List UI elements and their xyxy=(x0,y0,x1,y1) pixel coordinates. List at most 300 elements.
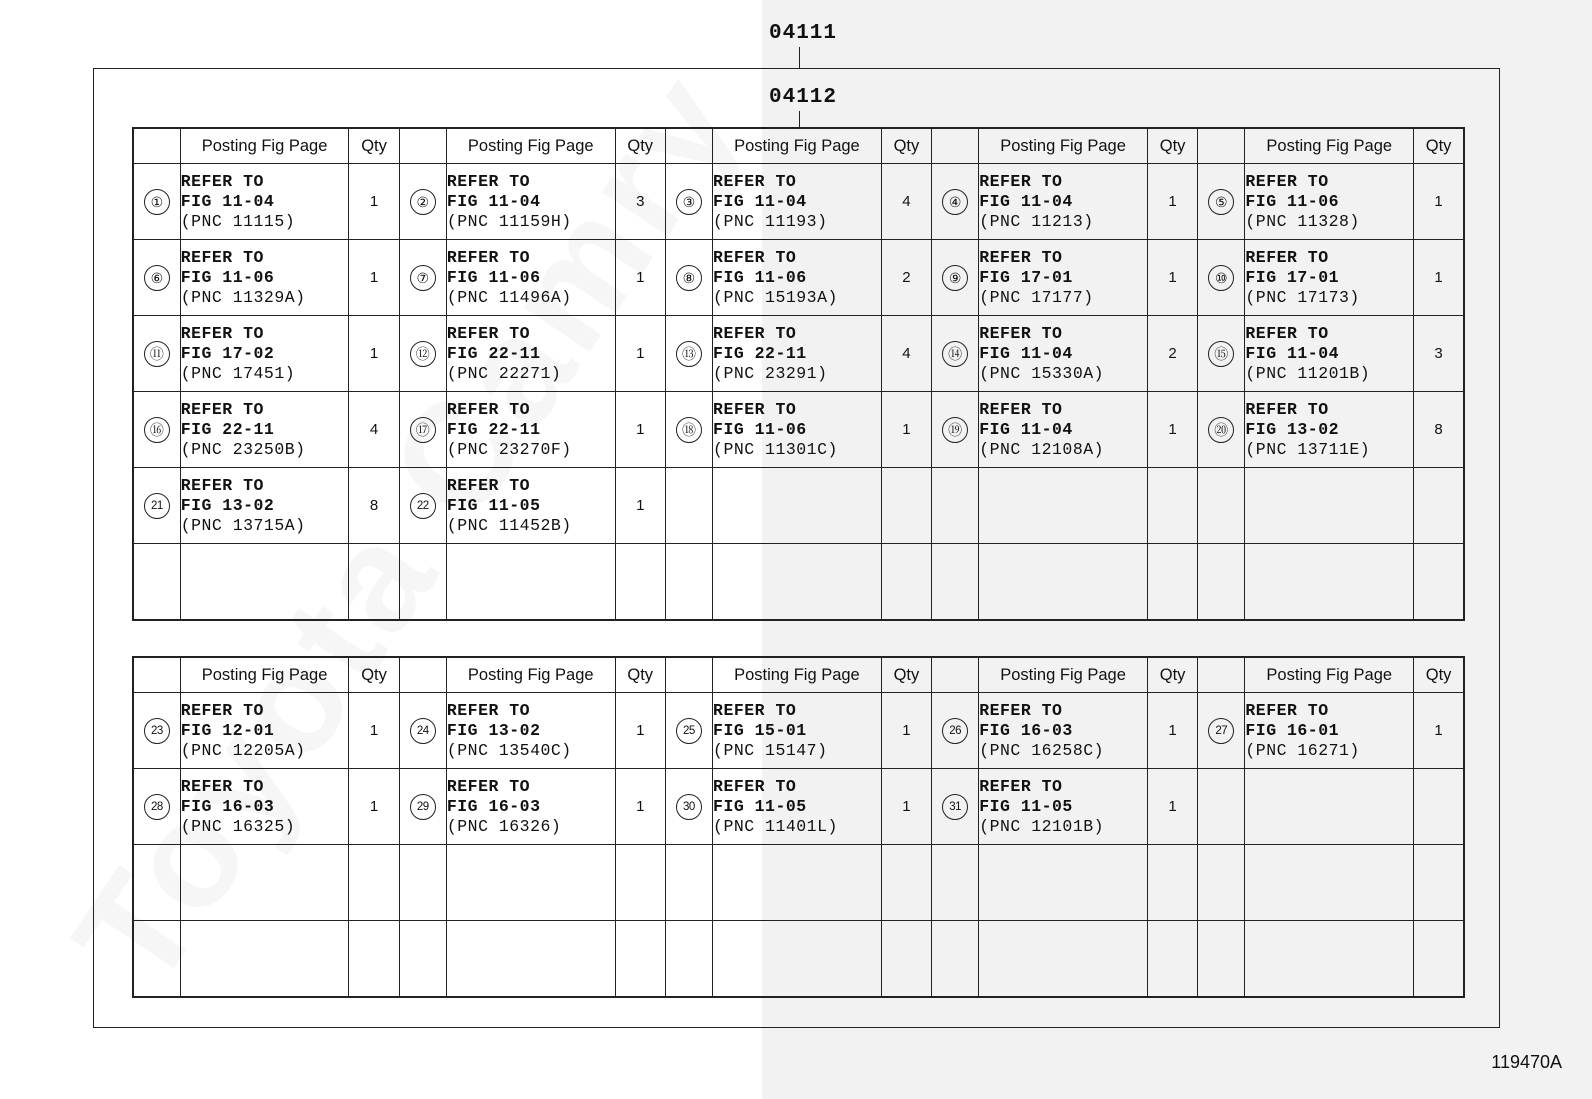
callout-number: ⑧ xyxy=(676,265,702,291)
callout-number-cell xyxy=(399,544,446,620)
callout-number: 27 xyxy=(1208,718,1234,744)
pnc-reference: (PNC 13540C) xyxy=(446,740,572,760)
table-row xyxy=(133,240,1464,316)
reference-cell xyxy=(180,693,349,769)
reference-cell xyxy=(979,468,1148,544)
qty-cell: 1 xyxy=(1147,392,1197,468)
reference-cell xyxy=(1245,845,1414,921)
fig-reference: FIG 15-01 xyxy=(713,720,807,740)
pnc-reference: (PNC 23291) xyxy=(713,363,828,383)
refer-to-text: REFER TO xyxy=(446,700,531,720)
callout-number: 30 xyxy=(676,794,702,820)
header-posting-fig-page: Posting Fig Page xyxy=(446,128,615,164)
callout-number: 22 xyxy=(410,493,436,519)
callout-number: ⑫ xyxy=(410,341,436,367)
leader-line-04112 xyxy=(799,111,800,127)
qty-cell: 1 xyxy=(1147,164,1197,240)
callout-number-cell xyxy=(399,769,446,845)
pnc-reference: (PNC 13715A) xyxy=(180,515,306,535)
callout-number-cell xyxy=(1198,921,1245,997)
callout-number-cell xyxy=(133,468,180,544)
reference-cell xyxy=(180,769,349,845)
refer-to-text: REFER TO xyxy=(1245,399,1329,419)
qty-cell: 1 xyxy=(615,392,665,468)
qty-cell xyxy=(349,845,399,921)
qty-cell xyxy=(1414,544,1464,620)
callout-number-cell xyxy=(133,769,180,845)
pnc-reference: (PNC 12101B) xyxy=(979,816,1105,836)
callout-number-cell xyxy=(665,769,712,845)
qty-cell xyxy=(1147,468,1197,544)
refer-to-text: REFER TO xyxy=(180,776,264,796)
qty-cell: 1 xyxy=(349,769,399,845)
callout-number: 25 xyxy=(676,718,702,744)
fig-reference: FIG 13-02 xyxy=(446,720,541,740)
refer-to-text: REFER TO xyxy=(713,247,797,267)
pnc-reference: (PNC 11201B) xyxy=(1245,363,1371,383)
callout-number-cell xyxy=(665,921,712,997)
header-qty: Qty xyxy=(615,128,665,164)
assembly-label-04111: 04111 xyxy=(769,22,838,45)
refer-to-text: REFER TO xyxy=(713,700,797,720)
pnc-reference: (PNC 16325) xyxy=(180,816,296,836)
reference-cell xyxy=(1245,769,1414,845)
refer-to-text: REFER TO xyxy=(979,323,1063,343)
fig-reference: FIG 11-04 xyxy=(979,191,1073,211)
qty-cell xyxy=(1414,468,1464,544)
pnc-reference: (PNC 15330A) xyxy=(979,363,1105,383)
header-qty: Qty xyxy=(1414,657,1464,693)
callout-number-cell xyxy=(665,544,712,620)
reference-cell xyxy=(713,921,882,997)
qty-cell xyxy=(1147,845,1197,921)
reference-cell xyxy=(180,392,349,468)
header-qty: Qty xyxy=(881,657,931,693)
qty-cell: 8 xyxy=(1414,392,1464,468)
refer-to-text: REFER TO xyxy=(979,171,1063,191)
callout-number-cell xyxy=(932,468,979,544)
fig-reference: FIG 13-02 xyxy=(1245,419,1340,439)
reference-cell xyxy=(713,544,882,620)
callout-number: ⑳ xyxy=(1208,417,1234,443)
pnc-reference: (PNC 16326) xyxy=(446,816,562,836)
callout-number: 21 xyxy=(144,493,170,519)
reference-cell xyxy=(979,769,1148,845)
callout-number: ⑬ xyxy=(676,341,702,367)
pnc-reference: (PNC 22271) xyxy=(446,363,562,383)
fig-reference: FIG 17-02 xyxy=(180,343,275,363)
qty-cell xyxy=(615,845,665,921)
refer-to-text: REFER TO xyxy=(1245,247,1329,267)
refer-to-text: REFER TO xyxy=(979,776,1063,796)
reference-cell xyxy=(446,693,615,769)
pnc-reference: (PNC 11328) xyxy=(1245,211,1360,231)
reference-cell xyxy=(713,769,882,845)
table-row xyxy=(133,316,1464,392)
callout-number-cell xyxy=(932,921,979,997)
fig-reference: FIG 17-01 xyxy=(1245,267,1340,287)
reference-cell xyxy=(1245,392,1414,468)
pnc-reference: (PNC 12205A) xyxy=(180,740,306,760)
reference-cell xyxy=(713,240,882,316)
qty-cell xyxy=(349,921,399,997)
fig-reference: FIG 22-11 xyxy=(713,343,807,363)
callout-number-cell xyxy=(399,468,446,544)
refer-to-text: REFER TO xyxy=(713,323,797,343)
callout-number-cell xyxy=(133,316,180,392)
callout-number-cell xyxy=(133,544,180,620)
callout-number-cell xyxy=(932,544,979,620)
table-row xyxy=(133,544,1464,620)
pnc-reference: (PNC 23270F) xyxy=(446,439,572,459)
qty-cell xyxy=(881,544,931,620)
callout-number-cell xyxy=(665,240,712,316)
qty-cell: 1 xyxy=(1147,240,1197,316)
refer-to-text: REFER TO xyxy=(446,247,531,267)
reference-cell xyxy=(1245,316,1414,392)
header-qty: Qty xyxy=(1147,128,1197,164)
refer-to-text: REFER TO xyxy=(180,323,264,343)
callout-number: ③ xyxy=(676,189,702,215)
header-qty: Qty xyxy=(349,128,399,164)
header-blank xyxy=(932,657,979,693)
fig-reference: FIG 11-04 xyxy=(713,191,807,211)
callout-number-cell xyxy=(1198,392,1245,468)
callout-number-cell xyxy=(665,164,712,240)
qty-cell xyxy=(1147,921,1197,997)
qty-cell xyxy=(1414,921,1464,997)
reference-cell xyxy=(446,164,615,240)
header-row xyxy=(133,128,1464,164)
fig-reference: FIG 11-04 xyxy=(180,191,275,211)
header-blank xyxy=(133,657,180,693)
reference-cell xyxy=(979,164,1148,240)
refer-to-text: REFER TO xyxy=(1245,323,1329,343)
leader-line-04111 xyxy=(799,47,800,68)
reference-cell xyxy=(180,468,349,544)
reference-cell xyxy=(446,468,615,544)
callout-number: ⑭ xyxy=(942,341,968,367)
callout-number-cell xyxy=(932,392,979,468)
table-row xyxy=(133,164,1464,240)
qty-cell: 1 xyxy=(1414,693,1464,769)
qty-cell: 1 xyxy=(1414,240,1464,316)
pnc-reference: (PNC 11329A) xyxy=(180,287,306,307)
callout-number-cell xyxy=(1198,845,1245,921)
qty-cell xyxy=(349,544,399,620)
reference-cell xyxy=(446,845,615,921)
reference-cell xyxy=(180,845,349,921)
refer-to-text: REFER TO xyxy=(1245,171,1329,191)
qty-cell: 1 xyxy=(349,693,399,769)
qty-cell: 1 xyxy=(1414,164,1464,240)
pnc-reference: (PNC 17173) xyxy=(1245,287,1360,307)
header-blank xyxy=(932,128,979,164)
reference-cell xyxy=(446,769,615,845)
fig-reference: FIG 22-11 xyxy=(446,419,541,439)
callout-number-cell xyxy=(932,845,979,921)
callout-number: ⑮ xyxy=(1208,341,1234,367)
callout-number-cell xyxy=(665,693,712,769)
parts-reference-table-1 xyxy=(132,127,1465,621)
callout-number: ⑪ xyxy=(144,341,170,367)
qty-cell: 2 xyxy=(881,240,931,316)
fig-reference: FIG 11-04 xyxy=(1245,343,1340,363)
pnc-reference: (PNC 11301C) xyxy=(713,439,838,459)
qty-cell xyxy=(615,921,665,997)
fig-reference: FIG 16-03 xyxy=(180,796,275,816)
refer-to-text: REFER TO xyxy=(713,776,797,796)
callout-number: ⑲ xyxy=(942,417,968,443)
callout-number: ⑩ xyxy=(1208,265,1234,291)
pnc-reference: (PNC 11193) xyxy=(713,211,828,231)
callout-number-cell xyxy=(1198,769,1245,845)
reference-cell xyxy=(446,240,615,316)
header-qty: Qty xyxy=(615,657,665,693)
pnc-reference: (PNC 11401L) xyxy=(713,816,838,836)
qty-cell xyxy=(881,921,931,997)
refer-to-text: REFER TO xyxy=(180,700,264,720)
reference-cell xyxy=(713,392,882,468)
fig-reference: FIG 11-06 xyxy=(446,267,541,287)
fig-reference: FIG 17-01 xyxy=(979,267,1073,287)
fig-reference: FIG 12-01 xyxy=(180,720,275,740)
callout-number-cell xyxy=(1198,544,1245,620)
qty-cell: 1 xyxy=(881,392,931,468)
qty-cell xyxy=(1147,544,1197,620)
callout-number: ⑦ xyxy=(410,265,436,291)
callout-number-cell xyxy=(665,316,712,392)
header-posting-fig-page: Posting Fig Page xyxy=(180,657,349,693)
header-blank xyxy=(133,128,180,164)
callout-number: 23 xyxy=(144,718,170,744)
pnc-reference: (PNC 12108A) xyxy=(979,439,1105,459)
refer-to-text: REFER TO xyxy=(979,247,1063,267)
callout-number: 28 xyxy=(144,794,170,820)
pnc-reference: (PNC 11452B) xyxy=(446,515,572,535)
refer-to-text: REFER TO xyxy=(446,171,531,191)
pnc-reference: (PNC 16271) xyxy=(1245,740,1360,760)
qty-cell: 1 xyxy=(1147,769,1197,845)
reference-cell xyxy=(180,921,349,997)
reference-cell xyxy=(713,164,882,240)
qty-cell: 1 xyxy=(615,769,665,845)
callout-number: ⑤ xyxy=(1208,189,1234,215)
header-qty: Qty xyxy=(1414,128,1464,164)
reference-cell xyxy=(979,240,1148,316)
reference-cell xyxy=(180,316,349,392)
callout-number-cell xyxy=(133,392,180,468)
fig-reference: FIG 11-06 xyxy=(1245,191,1340,211)
qty-cell: 1 xyxy=(881,693,931,769)
qty-cell xyxy=(881,845,931,921)
pnc-reference: (PNC 15147) xyxy=(713,740,828,760)
reference-cell xyxy=(446,392,615,468)
callout-number-cell xyxy=(932,316,979,392)
header-posting-fig-page: Posting Fig Page xyxy=(1245,657,1414,693)
callout-number: 24 xyxy=(410,718,436,744)
header-blank xyxy=(1198,128,1245,164)
header-posting-fig-page: Posting Fig Page xyxy=(446,657,615,693)
callout-number: 29 xyxy=(410,794,436,820)
callout-number-cell xyxy=(1198,164,1245,240)
table-row xyxy=(133,921,1464,997)
reference-cell xyxy=(1245,921,1414,997)
callout-number: ⑯ xyxy=(144,417,170,443)
pnc-reference: (PNC 11159H) xyxy=(446,211,572,231)
refer-to-text: REFER TO xyxy=(180,399,264,419)
callout-number: ② xyxy=(410,189,436,215)
qty-cell xyxy=(881,468,931,544)
refer-to-text: REFER TO xyxy=(446,776,531,796)
pnc-reference: (PNC 17177) xyxy=(979,287,1094,307)
header-blank xyxy=(399,128,446,164)
refer-to-text: REFER TO xyxy=(979,399,1063,419)
header-blank xyxy=(665,128,712,164)
callout-number-cell xyxy=(665,468,712,544)
refer-to-text: REFER TO xyxy=(180,475,264,495)
refer-to-text: REFER TO xyxy=(446,475,531,495)
fig-reference: FIG 11-04 xyxy=(979,419,1073,439)
pnc-reference: (PNC 17451) xyxy=(180,363,296,383)
callout-number-cell xyxy=(1198,240,1245,316)
callout-number-cell xyxy=(133,240,180,316)
reference-cell xyxy=(713,468,882,544)
header-blank xyxy=(399,657,446,693)
callout-number-cell xyxy=(1198,693,1245,769)
qty-cell: 1 xyxy=(349,240,399,316)
reference-cell xyxy=(979,693,1148,769)
callout-number-cell xyxy=(399,921,446,997)
fig-reference: FIG 22-11 xyxy=(446,343,541,363)
qty-cell: 1 xyxy=(349,164,399,240)
fig-reference: FIG 11-04 xyxy=(446,191,541,211)
reference-cell xyxy=(1245,544,1414,620)
pnc-reference: (PNC 16258C) xyxy=(979,740,1105,760)
qty-cell: 1 xyxy=(615,468,665,544)
qty-cell: 2 xyxy=(1147,316,1197,392)
reference-cell xyxy=(979,392,1148,468)
figure-code: 119470A xyxy=(1491,1052,1562,1072)
reference-cell xyxy=(180,164,349,240)
fig-reference: FIG 11-06 xyxy=(713,267,807,287)
assembly-label-04112: 04112 xyxy=(769,86,838,109)
reference-cell xyxy=(180,544,349,620)
refer-to-text: REFER TO xyxy=(446,399,531,419)
refer-to-text: REFER TO xyxy=(713,399,797,419)
qty-cell: 4 xyxy=(349,392,399,468)
callout-number-cell xyxy=(1198,468,1245,544)
fig-reference: FIG 11-05 xyxy=(713,796,807,816)
reference-cell xyxy=(180,240,349,316)
fig-reference: FIG 11-06 xyxy=(180,267,275,287)
callout-number: ⑥ xyxy=(144,265,170,291)
qty-cell: 3 xyxy=(615,164,665,240)
qty-cell: 4 xyxy=(881,164,931,240)
refer-to-text: REFER TO xyxy=(1245,700,1329,720)
reference-cell xyxy=(713,845,882,921)
qty-cell: 1 xyxy=(1147,693,1197,769)
header-qty: Qty xyxy=(349,657,399,693)
pnc-reference: (PNC 11115) xyxy=(180,211,296,231)
callout-number-cell xyxy=(932,164,979,240)
callout-number-cell xyxy=(932,240,979,316)
fig-reference: FIG 16-01 xyxy=(1245,720,1340,740)
callout-number-cell xyxy=(399,693,446,769)
pnc-reference: (PNC 13711E) xyxy=(1245,439,1371,459)
fig-reference: FIG 13-02 xyxy=(180,495,275,515)
callout-number: ① xyxy=(144,189,170,215)
fig-reference: FIG 16-03 xyxy=(979,720,1073,740)
reference-cell xyxy=(979,921,1148,997)
table-row xyxy=(133,392,1464,468)
callout-number-cell xyxy=(133,164,180,240)
reference-cell xyxy=(979,544,1148,620)
qty-cell: 1 xyxy=(615,240,665,316)
callout-number-cell xyxy=(932,769,979,845)
reference-cell xyxy=(713,693,882,769)
fig-reference: FIG 16-03 xyxy=(446,796,541,816)
fig-reference: FIG 22-11 xyxy=(180,419,275,439)
qty-cell: 1 xyxy=(615,693,665,769)
refer-to-text: REFER TO xyxy=(180,247,264,267)
fig-reference: FIG 11-05 xyxy=(446,495,541,515)
callout-number-cell xyxy=(665,845,712,921)
callout-number-cell xyxy=(1198,316,1245,392)
table-row xyxy=(133,845,1464,921)
fig-reference: FIG 11-06 xyxy=(713,419,807,439)
callout-number-cell xyxy=(133,845,180,921)
header-row xyxy=(133,657,1464,693)
callout-number-cell xyxy=(932,693,979,769)
fig-reference: FIG 11-05 xyxy=(979,796,1073,816)
table-row xyxy=(133,693,1464,769)
header-posting-fig-page: Posting Fig Page xyxy=(1245,128,1414,164)
callout-number-cell xyxy=(399,240,446,316)
reference-cell xyxy=(1245,240,1414,316)
callout-number-cell xyxy=(133,921,180,997)
callout-number: ⑱ xyxy=(676,417,702,443)
callout-number-cell xyxy=(133,693,180,769)
header-posting-fig-page: Posting Fig Page xyxy=(979,128,1148,164)
qty-cell xyxy=(615,544,665,620)
header-posting-fig-page: Posting Fig Page xyxy=(180,128,349,164)
header-posting-fig-page: Posting Fig Page xyxy=(713,657,882,693)
qty-cell xyxy=(1414,845,1464,921)
header-blank xyxy=(1198,657,1245,693)
pnc-reference: (PNC 11213) xyxy=(979,211,1094,231)
header-posting-fig-page: Posting Fig Page xyxy=(979,657,1148,693)
table-row xyxy=(133,468,1464,544)
refer-to-text: REFER TO xyxy=(713,171,797,191)
header-posting-fig-page: Posting Fig Page xyxy=(713,128,882,164)
reference-cell xyxy=(713,316,882,392)
parts-reference-table-2 xyxy=(132,656,1465,998)
pnc-reference: (PNC 11496A) xyxy=(446,287,572,307)
callout-number-cell xyxy=(665,392,712,468)
callout-number: ④ xyxy=(942,189,968,215)
qty-cell: 4 xyxy=(881,316,931,392)
table-row xyxy=(133,769,1464,845)
reference-cell xyxy=(446,316,615,392)
reference-cell xyxy=(1245,468,1414,544)
reference-cell xyxy=(979,845,1148,921)
callout-number: ⑰ xyxy=(410,417,436,443)
qty-cell: 1 xyxy=(615,316,665,392)
refer-to-text: REFER TO xyxy=(446,323,531,343)
qty-cell: 1 xyxy=(881,769,931,845)
callout-number-cell xyxy=(399,164,446,240)
